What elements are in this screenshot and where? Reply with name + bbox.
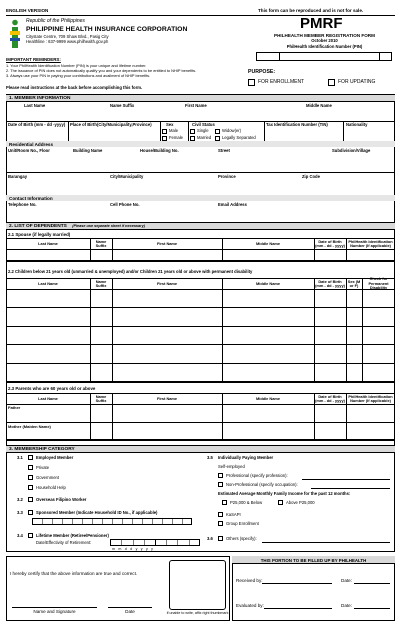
- building-label: Building Name: [73, 148, 103, 153]
- barangay-label: Barangay: [8, 174, 28, 179]
- widower-label: Widow(er): [222, 128, 242, 133]
- self-employed-label: Self-employed: [218, 464, 245, 469]
- female-label: Female: [169, 135, 183, 140]
- email-label: Email Address: [218, 202, 247, 207]
- pob-label: Place of Birth(City/Municipality,Province): [70, 122, 152, 127]
- received-date-label: Date:: [341, 578, 352, 583]
- first-name-label: First Name: [185, 103, 207, 108]
- street-label: Street: [218, 148, 230, 153]
- private-checkbox[interactable]: [28, 465, 33, 470]
- version-label: ENGLISH VERSION: [6, 8, 49, 13]
- read-instructions: Please read instructions at the back before accomplishing this form.: [6, 85, 143, 90]
- dob-label: Date of Birth (mm - dd -yyyy): [8, 122, 66, 127]
- member-info-header: 1. MEMBER INFORMATION: [6, 94, 395, 102]
- non-professional-label: Non-Professional (specify occupation):: [226, 482, 298, 487]
- form-date: October 2010: [311, 38, 338, 43]
- reminder-item: 2. The issuance of PIN does not automatically qualify you and your dependents to be entitled to NHIP benefits.: [6, 68, 197, 73]
- column-header: Date of Birth (mm - dd - yyyy): [315, 278, 345, 288]
- table-row[interactable]: [6, 404, 395, 423]
- membership-header: 3. MEMBERSHIP CATEGORY: [6, 445, 395, 453]
- cellphone-label: Cell Phone No.: [110, 202, 140, 207]
- city-label: City/Municipality: [110, 174, 144, 179]
- org-name: PHILIPPINE HEALTH INSURANCE CORPORATION: [26, 26, 188, 33]
- retirement-date-label: Date/Effectivity of Retirement:: [36, 540, 92, 545]
- table-row[interactable]: [6, 327, 395, 346]
- column-header: Name Suffix: [95, 238, 107, 248]
- philhealth-logo: [8, 19, 22, 49]
- individual-label: Individually Paying Member: [218, 455, 274, 460]
- received-by-label: Received by:: [236, 578, 263, 583]
- column-header: First Name: [156, 240, 178, 246]
- purpose-enrollment-label: FOR ENROLLMENT: [258, 79, 305, 85]
- row-label: Father: [8, 405, 21, 410]
- reminder-item: 3. Always use your PIN in paying your contributions and availment of NHIP benefits.: [6, 73, 151, 78]
- org-address: Citystate Centre, 709 Shaw Blvd., Pasig City: [26, 34, 109, 39]
- children-title: 2.2 Children below 21 years old (unmarried & unemployed) and/or Children 21 years old or above with permanent disability: [8, 269, 253, 274]
- table-row[interactable]: [6, 345, 395, 364]
- column-header: Check for Permanent Disability: [368, 276, 389, 291]
- employed-label: Employed Member: [36, 455, 74, 460]
- income-low-label: P25,000 & Below: [230, 500, 263, 505]
- column-header: PhilHealth Identification Number (If applicable): [348, 238, 393, 248]
- government-label: Government: [36, 475, 60, 480]
- individual-num: 3.5: [207, 455, 213, 460]
- ofw-checkbox[interactable]: [28, 497, 33, 502]
- employed-checkbox[interactable]: [28, 455, 33, 460]
- received-by-line[interactable]: [262, 583, 332, 584]
- column-header: Middle Name: [256, 240, 280, 246]
- column-header: Date of Birth (mm - dd - yyyy): [315, 393, 345, 403]
- column-header: Middle Name: [256, 395, 280, 401]
- evaluated-date-label: Date:: [341, 603, 352, 608]
- evaluated-by-line[interactable]: [264, 608, 332, 609]
- thumbmark-label: If unable to write, affix right thumbmark: [166, 611, 229, 615]
- table-row[interactable]: [6, 249, 395, 262]
- house-label: House/Building No.: [140, 148, 179, 153]
- column-header: Middle Name: [256, 280, 280, 286]
- spouse-table: [6, 238, 395, 261]
- employed-num: 3.1: [17, 455, 23, 460]
- others-label: Others (specify):: [226, 536, 257, 541]
- nationality-label: Nationality: [346, 122, 368, 127]
- others-line[interactable]: [262, 542, 390, 543]
- column-header: Last Name: [38, 280, 58, 286]
- unit-label: Unit/Room No., Floor: [8, 148, 50, 153]
- pin-label: PhilHealth Identification Number (PIN): [286, 44, 363, 49]
- row-label: Mother (Maiden Name): [8, 423, 51, 429]
- legally-separated-label: Legally Separated: [222, 135, 256, 140]
- received-date-line[interactable]: [354, 583, 390, 584]
- spouse-title: 2.1 Spouse (if legally married): [8, 232, 71, 237]
- purpose-enrollment-checkbox[interactable]: [248, 79, 255, 86]
- dependents-header: [6, 222, 395, 230]
- lifetime-num: 3.4: [17, 533, 23, 538]
- contact-info-header: Contact Information: [6, 195, 395, 201]
- married-label: Married: [197, 135, 212, 140]
- retirement-date-format: m m d d y y y y: [112, 547, 155, 551]
- professional-checkbox[interactable]: [218, 473, 223, 478]
- column-header: Date of Birth (mm - dd - yyyy): [315, 238, 345, 248]
- republic-label: Republic of the Philippines: [26, 18, 85, 24]
- ofw-label: Overseas Filipino Worker: [36, 497, 87, 502]
- column-header: First Name: [156, 280, 178, 286]
- table-row[interactable]: [6, 289, 395, 308]
- non-professional-checkbox[interactable]: [218, 482, 223, 487]
- certification-date-line[interactable]: [108, 607, 152, 608]
- group-label: Group Enrollment: [226, 521, 259, 526]
- sponsored-checkbox[interactable]: [28, 510, 33, 515]
- certification-text: I hereby certify that the above information are true and correct.: [10, 571, 138, 576]
- children-table: [6, 278, 395, 382]
- form-code: PMRF: [300, 15, 343, 32]
- dependents-note: (Please use separate sheet if necessary): [72, 223, 146, 228]
- ofw-num: 3.2: [17, 497, 23, 502]
- others-checkbox[interactable]: [218, 536, 223, 541]
- table-row[interactable]: [6, 308, 395, 327]
- dependents-title: 2. LIST OF DEPENDENTS: [9, 223, 67, 229]
- certification-date-label: Date: [125, 609, 135, 614]
- form-title: PHILHEALTH MEMBER REGISTRATION FORM: [274, 33, 375, 38]
- lifetime-label: Lifetime Member (Retiree/Pensioner): [36, 533, 109, 538]
- group-checkbox[interactable]: [218, 521, 223, 526]
- lifetime-checkbox[interactable]: [28, 533, 33, 538]
- philhealth-portion-box: [232, 556, 395, 621]
- parents-table: [6, 393, 395, 440]
- column-header: Last Name: [38, 395, 58, 401]
- household-label: Household Help: [36, 485, 66, 490]
- professional-line[interactable]: [302, 479, 390, 480]
- reminders-title: IMPORTANT REMINDERS:: [6, 57, 61, 62]
- household-id-boxes[interactable]: [32, 518, 192, 525]
- non-professional-line[interactable]: [311, 488, 390, 489]
- sex-label: Sex: [166, 122, 174, 127]
- name-suffix-label: Name Suffix: [110, 103, 135, 108]
- table-row[interactable]: [6, 423, 395, 442]
- retirement-date-boxes[interactable]: [110, 539, 200, 546]
- professional-label: Professional (specify profession):: [226, 473, 288, 478]
- income-high-checkbox[interactable]: [278, 500, 283, 505]
- telephone-label: Telephone No.: [8, 202, 37, 207]
- purpose-updating-checkbox[interactable]: [328, 79, 335, 86]
- province-label: Province: [218, 174, 236, 179]
- sponsored-num: 3.3: [17, 510, 23, 515]
- civil-status-label: Civil Status: [192, 122, 215, 127]
- male-checkbox[interactable]: [162, 129, 167, 134]
- column-header: Last Name: [38, 240, 58, 246]
- column-header: PhilHealth Identification Number (If applicable): [348, 393, 393, 403]
- income-low-checkbox[interactable]: [222, 500, 227, 505]
- pin-boxes[interactable]: [256, 52, 392, 61]
- thumbmark-box[interactable]: [169, 560, 226, 610]
- column-header: First Name: [156, 395, 178, 401]
- others-num: 3.6: [207, 536, 213, 541]
- name-signature-label: Name and Signature: [33, 609, 76, 614]
- column-header: Name Suffix: [95, 278, 107, 288]
- income-label: Estimated Average Monthly Family Income for the past 12 months:: [218, 491, 351, 496]
- kasapi-label: KaSAPI: [226, 512, 241, 517]
- philhealth-portion-title: THIS PORTION TO BE FILLED UP BY PHILHEALTH: [232, 556, 395, 564]
- male-label: Male: [169, 128, 179, 133]
- subdivision-label: Subdivision/Village: [332, 148, 371, 153]
- purpose-updating-label: FOR UPDATING: [338, 79, 376, 85]
- government-checkbox[interactable]: [28, 475, 33, 480]
- tin-label: Tax Identification Number (TIN): [266, 122, 328, 127]
- reminder-item: 1. Your PhilHealth Identification Number (PIN) is your unique and lifetime number.: [6, 63, 147, 68]
- middle-name-label: Middle Name: [306, 103, 332, 108]
- sponsored-label: Sponsored Member (Indicate Household ID No., if applicable): [36, 510, 158, 515]
- kasapi-checkbox[interactable]: [218, 512, 223, 517]
- org-contact: Healthline : 637-9999 www.philhealth.gov.ph: [26, 39, 109, 44]
- signature-line[interactable]: [12, 607, 97, 608]
- purpose-label: PURPOSE:: [248, 69, 276, 75]
- column-header: Sex (M or F): [347, 278, 361, 288]
- zip-label: Zip Code: [302, 174, 320, 179]
- evaluated-date-line[interactable]: [354, 608, 390, 609]
- last-name-label: Last Name: [24, 103, 46, 108]
- household-checkbox[interactable]: [28, 485, 33, 490]
- single-checkbox[interactable]: [190, 129, 195, 134]
- reproduction-notice: This form can be reproduced and is not for sale.: [258, 8, 364, 13]
- private-label: Private: [36, 465, 50, 470]
- widower-checkbox[interactable]: [215, 129, 220, 134]
- single-label: Single: [197, 128, 209, 133]
- residential-address-header: Residential Address: [6, 141, 395, 147]
- income-high-label: Above P25,000: [286, 500, 315, 505]
- column-header: Name Suffix: [95, 393, 107, 403]
- evaluated-by-label: Evaluated by:: [236, 603, 264, 608]
- parents-title: 2.3 Parents who are 60 years old or above: [8, 386, 96, 391]
- table-row[interactable]: [6, 364, 395, 383]
